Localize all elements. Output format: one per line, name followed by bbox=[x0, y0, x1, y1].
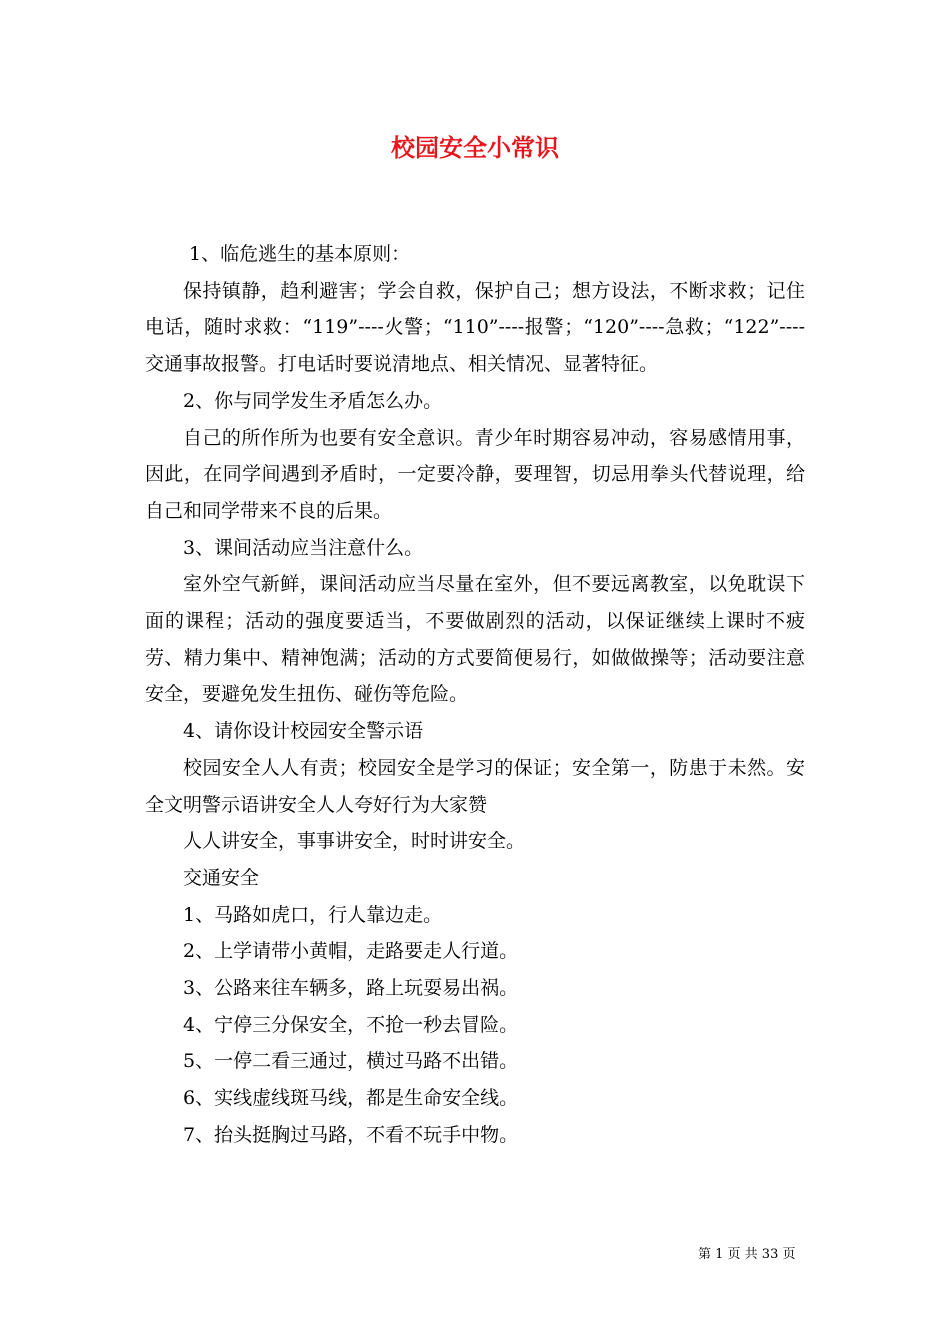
list-item: 2、上学请带小黄帽，走路要走人行道。 bbox=[183, 940, 519, 963]
paragraph-heading-4: 4、请你设计校园安全警示语 bbox=[183, 720, 424, 743]
paragraph: 校园安全人人有责；校园安全是学习的保证；安全第一，防患于未然。安全文明警示语讲安全人人夸好行为大家赞 bbox=[145, 756, 805, 816]
list-item: 4、宁停三分保安全，不抢一秒去冒险。 bbox=[183, 1013, 519, 1036]
document-body bbox=[145, 236, 805, 1154]
paragraph: 室外空气新鲜，课间活动应当尽量在室外，但不要远离教室，以免耽误下面的课程；活动的强度要适当，不要做剧烈的活动，以保证继续上课时不疲劳、精力集中、精神饱满；活动的方式要简便易行，如做做操等；活动要注意安全，要避免发生扭伤、碰伤等危险。 bbox=[145, 573, 805, 706]
paragraph-heading-3: 3、课间活动应当注意什么。 bbox=[183, 536, 424, 559]
list-item: 3、公路来往车辆多，路上玩耍易出祸。 bbox=[183, 977, 519, 1000]
paragraph-heading-2: 2、你与同学发生矛盾怎么办。 bbox=[183, 389, 443, 412]
paragraph: 自己的所作所为也要有安全意识。青少年时期容易冲动，容易感情用事，因此，在同学间遇到矛盾时，一定要冷静，要理智，切忌用拳头代替说理，给自己和同学带来不良的后果。 bbox=[145, 426, 805, 522]
document-title: 校园安全小常识 bbox=[391, 133, 559, 162]
list-item: 7、抬头挺胸过马路，不看不玩手中物。 bbox=[183, 1123, 519, 1146]
section-heading-traffic: 交通安全 bbox=[183, 866, 260, 889]
paragraph: 保持镇静，趋利避害；学会自救，保护自己；想方设法，不断求救；记住电话，随时求救：“119”----火警；“110”----报警；“120”----急救；“122”----交通事故报警。打电话时要说清地点、相关情况、显著特征。 bbox=[145, 279, 805, 376]
list-item: 6、实线虚线斑马线，都是生命安全线。 bbox=[183, 1087, 519, 1110]
list-item: 5、一停二看三通过，横过马路不出错。 bbox=[183, 1050, 519, 1073]
page-number: 第 1 页 共 33 页 bbox=[698, 1247, 796, 1262]
paragraph-heading-1: 1、临危逃生的基本原则： bbox=[189, 243, 411, 265]
paragraph: 人人讲安全，事事讲安全，时时讲安全。 bbox=[183, 830, 526, 853]
list-item: 1、马路如虎口，行人靠边走。 bbox=[183, 903, 443, 926]
